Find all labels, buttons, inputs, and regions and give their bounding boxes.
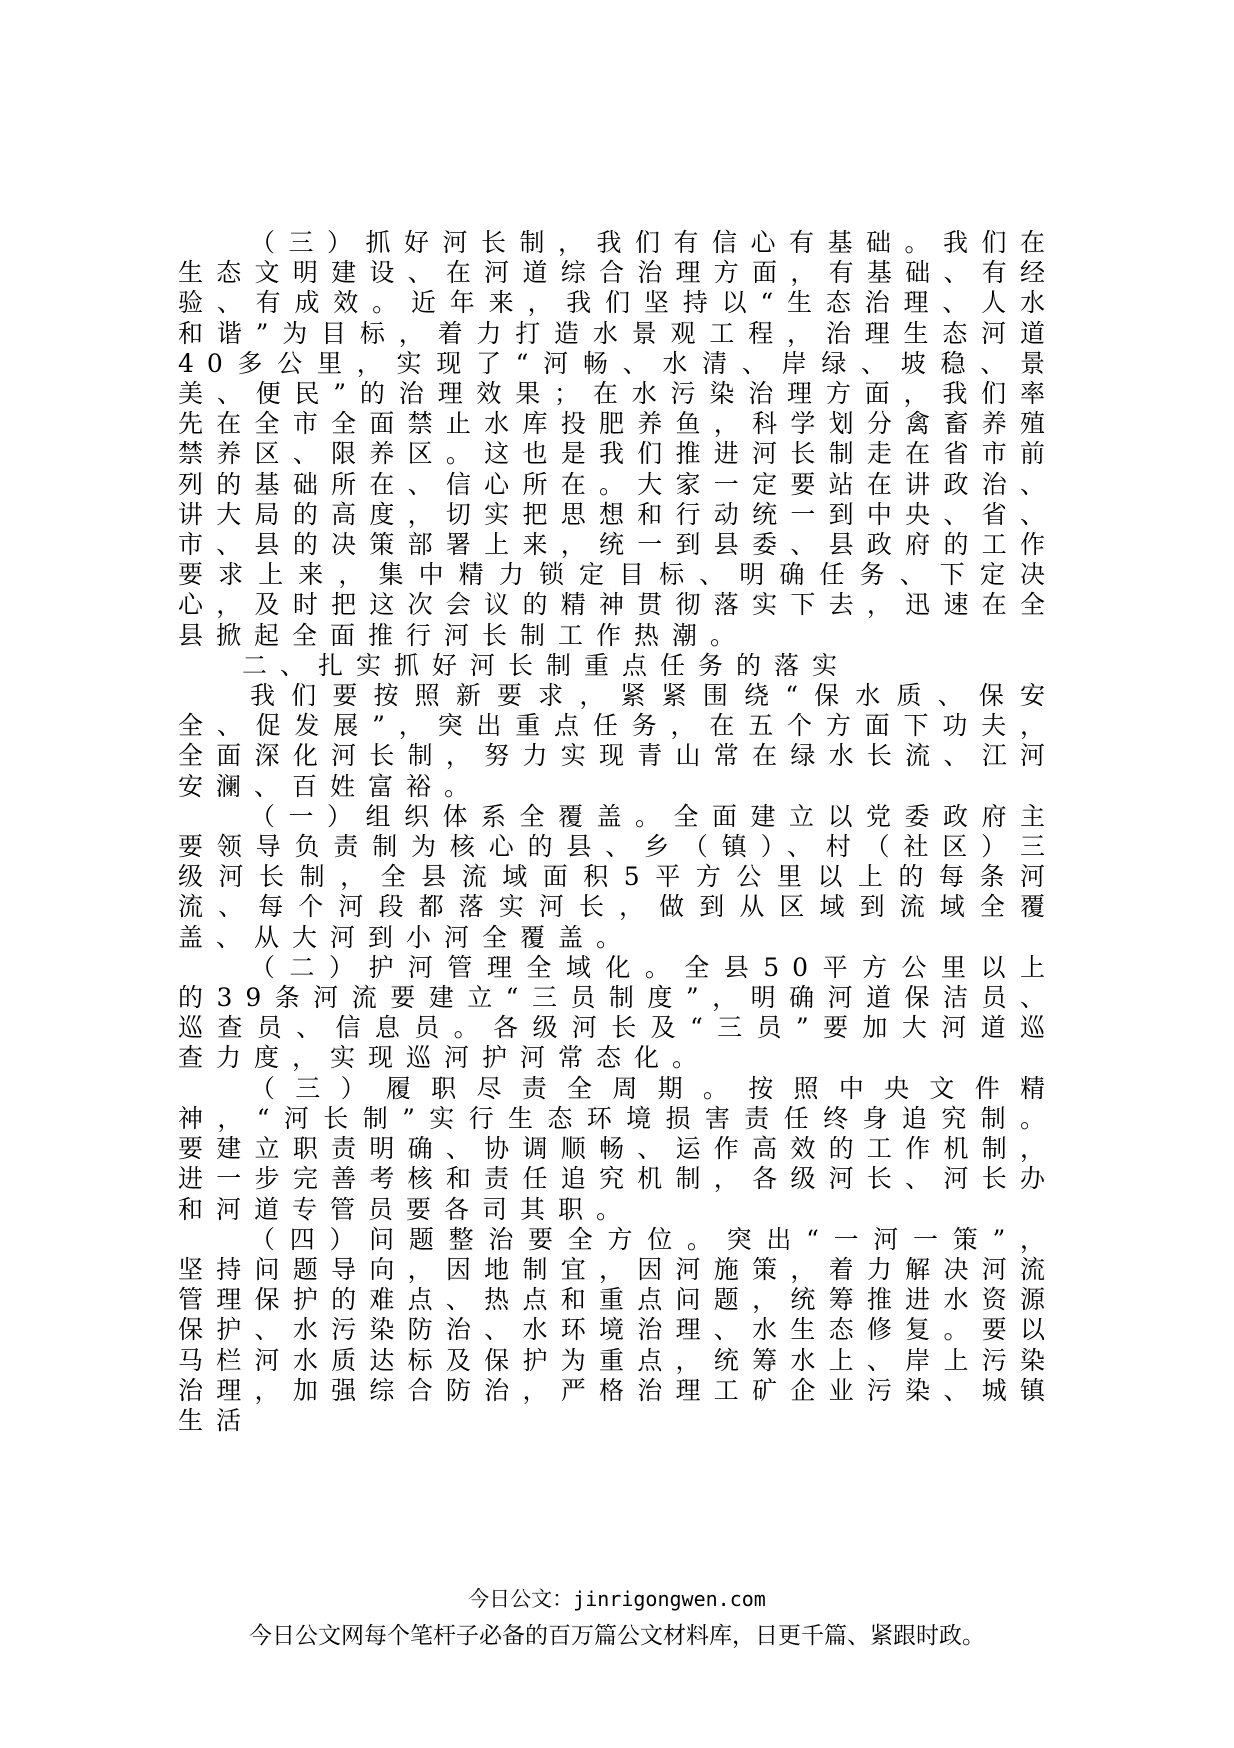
footer-slogan: 今日公文网每个笔杆子必备的百万篇公文材料库，日更千篇、紧跟时政。 bbox=[249, 1623, 985, 1649]
document-body bbox=[178, 228, 1058, 1436]
paragraph-new-requirements: 我们要按照新要求，紧紧围绕“保水质、保安全、促发展”，突出重点任务，在五个方面下功夫，全面深化河长制，努力实现青山常在绿水长流、江河安澜、百姓富裕。 bbox=[178, 681, 1058, 801]
paragraph-full-cycle-duty: （三）履职尽责全周期。按照中央文件精神，“河长制”实行生态环境损害责任终身追究制。要建立职责明确、协调顺畅、运作高效的工作机制，进一步完善考核和责任追究机制，各级河长、河长办和河道专管员要各司其职。 bbox=[178, 1073, 1058, 1224]
footer-label: 今日公文： bbox=[468, 1587, 574, 1611]
footer-source bbox=[0, 1586, 1234, 1612]
paragraph-organization-coverage: （一）组织体系全覆盖。全面建立以党委政府主要领导负责制为核心的县、乡（镇）、村（社区）三级河长制，全县流域面积5平方公里以上的每条河流、每个河段都落实河长，做到从区域到流域全覆盖、从大河到小河全覆盖。 bbox=[178, 801, 1058, 952]
section-heading-key-tasks: 二、扎实抓好河长制重点任务的落实 bbox=[242, 650, 851, 680]
footer-site-link[interactable]: jinrigongwen.com bbox=[573, 1587, 766, 1611]
paragraph-problem-rectification: （四）问题整治要全方位。突出“一河一策”，坚持问题导向，因地制宜，因河施策，着力解决河流管理保护的难点、热点和重点问题，统筹推进水资源保护、水污染防治、水环境治理、水生态修复。要以马栏河水质达标及保护为重点，统筹水上、岸上污染治理，加强综合防治，严格治理工矿企业污染、城镇生活 bbox=[178, 1224, 1058, 1435]
paragraph-river-management: （二）护河管理全域化。全县50平方公里以上的39条河流要建立“三员制度”，明确河道保洁员、巡查员、信息员。各级河长及“三员”要加大河道巡查力度，实现巡河护河常态化。 bbox=[178, 952, 1058, 1073]
paragraph-confidence-foundation: （三）抓好河长制，我们有信心有基础。我们在生态文明建设、在河道综合治理方面，有基础、有经验、有成效。近年来，我们坚持以“生态治理、人水和谐”为目标，着力打造水景观工程，治理生态河道40多公里，实现了“河畅、水清、岸绿、坡稳、景美、便民”的治理效果；在水污染治理方面，我们率先在全市全面禁止水库投肥养鱼，科学划分禽畜养殖禁养区、限养区。这也是我们推进河长制走在省市前列的基础所在、信心所在。大家一定要站在讲政治、讲大局的高度，切实把思想和行动统一到中央、省、市、县的决策部署上来，统一到县委、县政府的工作要求上来，集中精力锁定目标、明确任务、下定决心，及时把这次会议的精神贯彻落实下去，迅速在全县掀起全面推行河长制工作热潮。 bbox=[178, 228, 1058, 650]
